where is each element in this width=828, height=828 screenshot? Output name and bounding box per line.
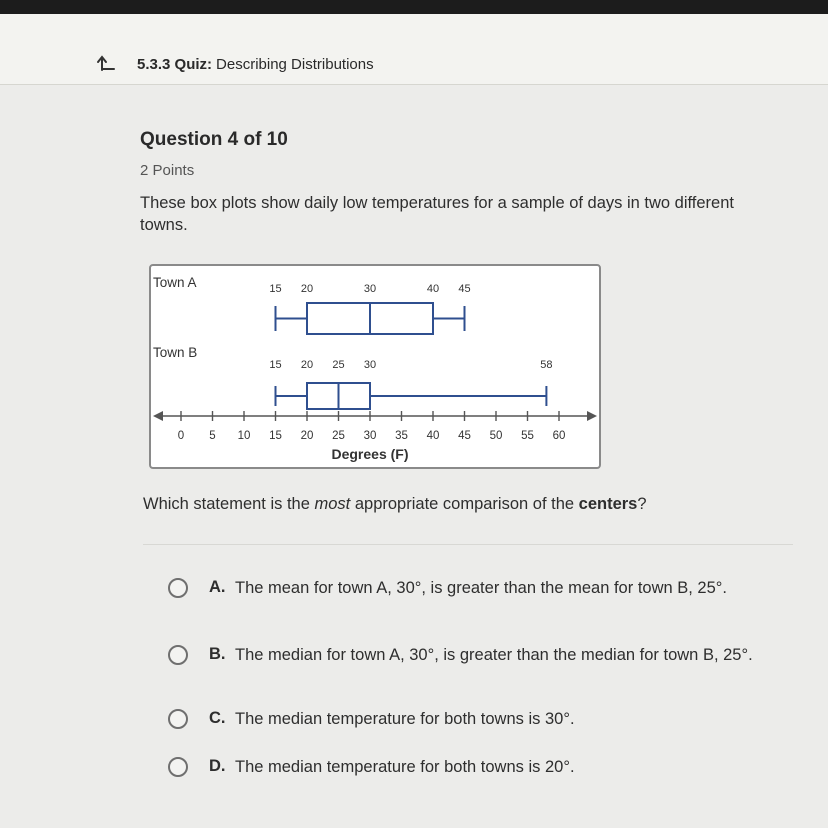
number-line-right-arrow xyxy=(587,411,597,421)
axis-tick-label: 5 xyxy=(209,430,216,442)
option-a-text: The mean for town A, 30°, is greater than the mean for town B, 25°. xyxy=(235,579,727,597)
back-arrow-icon[interactable] xyxy=(96,52,118,74)
town-b-value-label: 25 xyxy=(332,359,345,371)
axis-tick-label: 20 xyxy=(300,430,314,442)
radio-b[interactable] xyxy=(168,645,188,665)
axis-tick-label: 15 xyxy=(269,430,282,442)
town-a-value-label: 20 xyxy=(300,283,314,295)
axis-tick-label: 0 xyxy=(177,430,185,442)
town-b-value-label: 20 xyxy=(300,359,314,371)
axis-tick-label: 50 xyxy=(489,430,503,442)
option-a-letter: A. xyxy=(209,578,226,596)
axis-tick-label: 25 xyxy=(332,430,345,442)
quiz-title xyxy=(137,56,374,73)
quiz-section-label: 5.3.3 Quiz: xyxy=(137,56,213,73)
town-b-value-label: 58 xyxy=(540,359,553,371)
divider xyxy=(143,544,793,545)
axis-tick-label: 10 xyxy=(237,430,251,442)
question-points: 2 Points xyxy=(140,162,195,179)
town-b-value-label: 15 xyxy=(269,359,282,371)
option-b-letter: B. xyxy=(209,645,226,663)
number-line-left-arrow xyxy=(153,411,163,421)
town-a-value-label: 15 xyxy=(269,283,282,295)
x-axis-title: Degrees (F) xyxy=(331,446,409,462)
radio-d[interactable] xyxy=(168,757,188,777)
quiz-name: Describing Distributions xyxy=(216,56,374,73)
option-c-letter: C. xyxy=(209,709,226,727)
question-text-emphasis: most xyxy=(314,495,351,513)
axis-tick-label: 55 xyxy=(521,430,534,442)
box-plot-svg xyxy=(151,266,599,467)
axis-tick-label: 60 xyxy=(552,430,566,442)
question-text-keyword: centers xyxy=(578,495,638,513)
option-d-letter: D. xyxy=(209,757,226,775)
option-c-text: The median temperature for both towns is 30°. xyxy=(235,710,575,728)
box-plot-chart xyxy=(149,264,601,469)
option-d-text: The median temperature for both towns is 20°. xyxy=(235,758,575,776)
question-text-middle: appropriate comparison of the xyxy=(350,495,579,513)
axis-tick-label: 30 xyxy=(363,430,377,442)
town-b-value-label: 30 xyxy=(363,359,377,371)
axis-tick-label: 35 xyxy=(395,430,408,442)
axis-tick-label: 45 xyxy=(458,430,471,442)
question-prompt: These box plots show daily low temperatures for a sample of days in two different towns. xyxy=(140,194,734,234)
question-text-end: ? xyxy=(637,495,647,513)
question-number: Question 4 of 10 xyxy=(140,129,288,150)
town-a-value-label: 40 xyxy=(426,283,440,295)
radio-c[interactable] xyxy=(168,709,188,729)
question-text-start: Which statement is the xyxy=(143,495,315,513)
option-b-text: The median for town A, 30°, is greater than the median for town B, 25°. xyxy=(235,646,753,664)
town-b-label: Town B xyxy=(153,345,198,360)
town-a-value-label: 45 xyxy=(458,283,471,295)
town-a-value-label: 30 xyxy=(363,283,377,295)
top-strip xyxy=(0,0,828,14)
question-text xyxy=(143,495,647,514)
axis-tick-label: 40 xyxy=(426,430,440,442)
quiz-header xyxy=(0,14,828,85)
radio-a[interactable] xyxy=(168,578,188,598)
town-a-label: Town A xyxy=(153,275,197,290)
